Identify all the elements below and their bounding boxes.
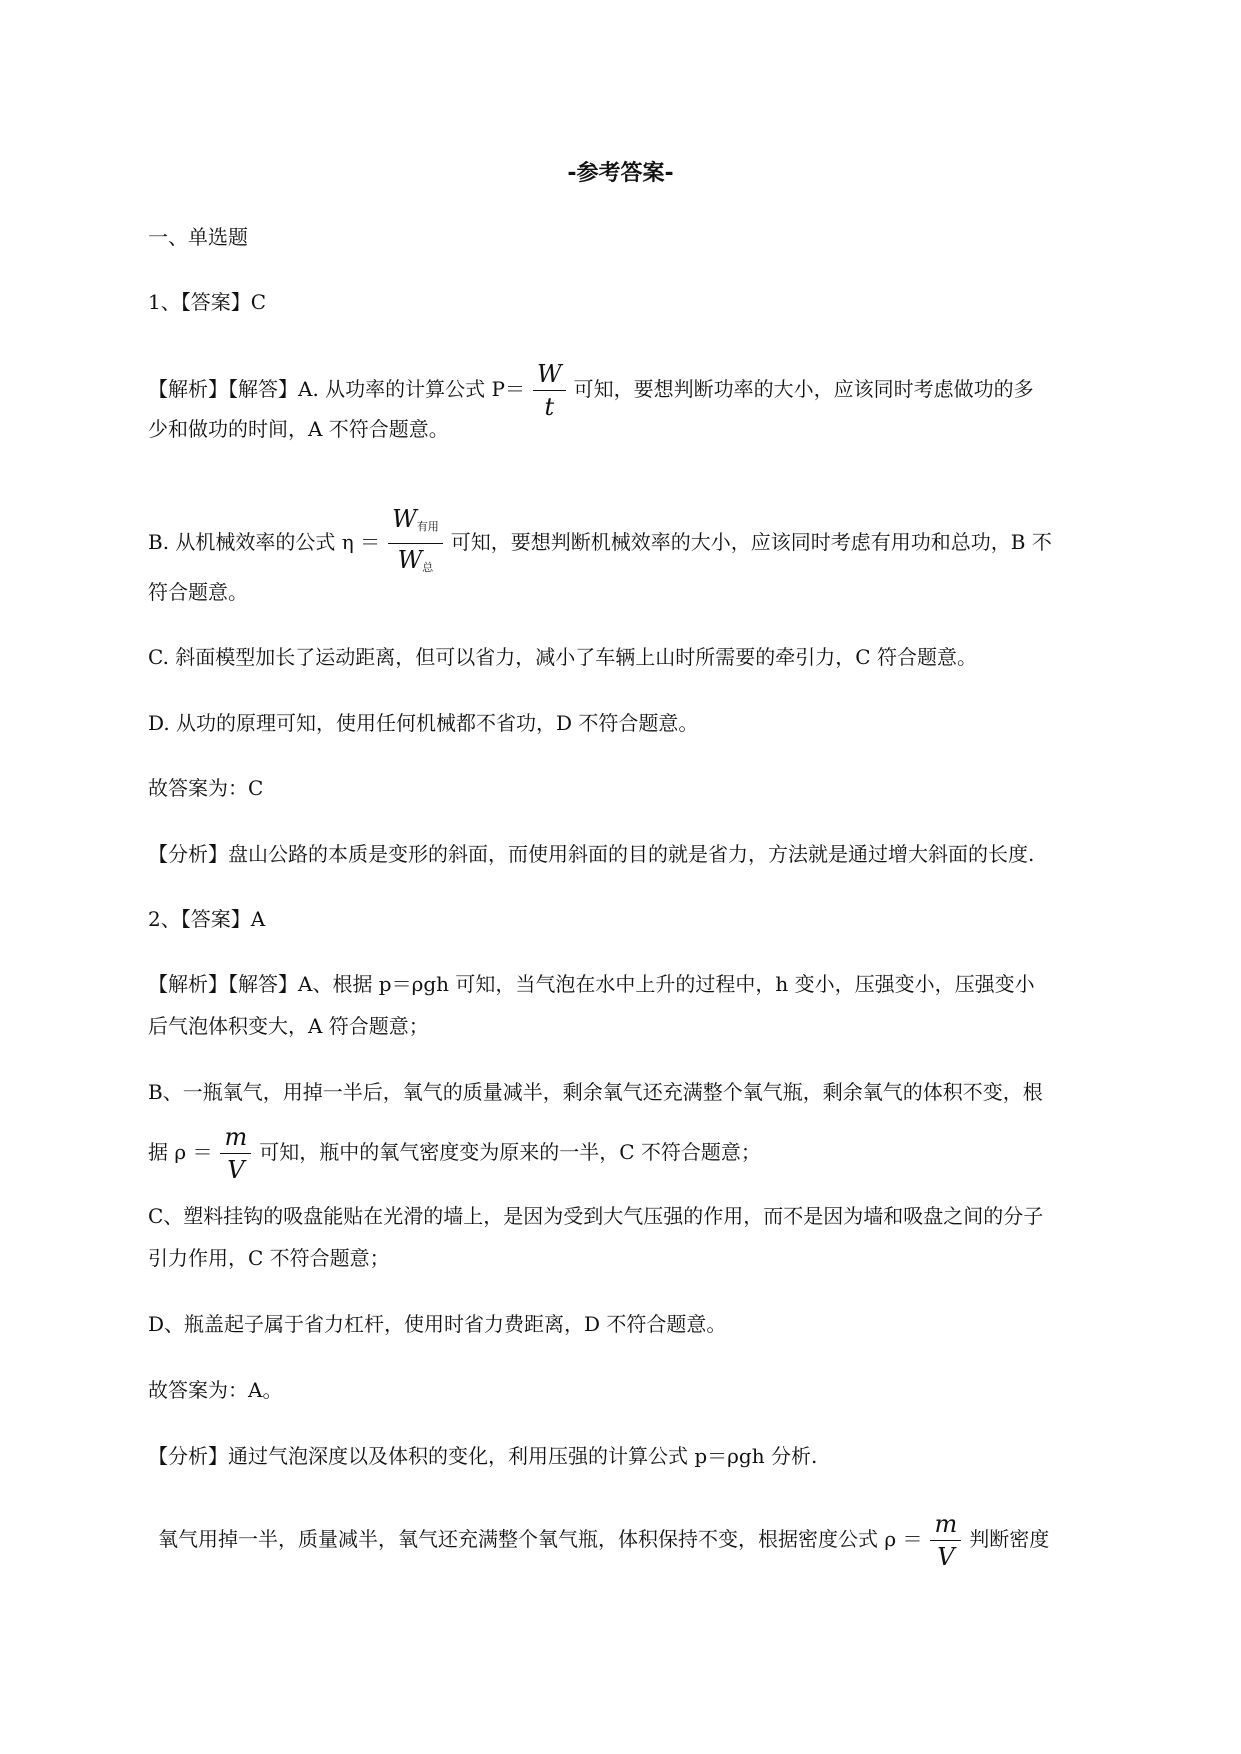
efficiency-formula-fraction (388, 505, 443, 582)
q1-explanation-b (148, 505, 1148, 582)
denominator-symbol: W (397, 546, 423, 574)
fraction-denominator: t (544, 393, 555, 421)
q2-extra-text-pre: 氧气用掉一半，质量减半，氧气还充满整个氧气瓶，体积保持不变，根据密度公式 ρ ＝ (158, 1527, 923, 1551)
q2-explanation-c: C、塑料挂钩的吸盘能贴在光滑的墙上，是因为受到大气压强的作用，而不是因为墙和吸盘之间的分子 (148, 1204, 1044, 1228)
section-title: 一、单选题 (148, 225, 248, 249)
numerator-symbol: W (392, 505, 417, 533)
fraction-numerator: W (536, 360, 562, 388)
density-formula-fraction (220, 1123, 251, 1184)
q2-explanation-a: 【解析】【解答】A、根据 p＝ρgh 可知，当气泡在水中上升的过程中，h 变小，压强变小，压强变小 (148, 972, 1035, 996)
q2-explanation-b-cont (148, 1123, 1148, 1184)
q2-explanation-b: B、一瓶氧气，用掉一半后，氧气的质量减半，剩余氧气还充满整个氧气瓶，剩余氧气的体积不变，根 (148, 1080, 1043, 1104)
q2-extra-text-post: 判断密度 (969, 1527, 1050, 1551)
numerator-subscript: 有用 (416, 520, 439, 533)
q1-conclusion: 故答案为：C (148, 776, 264, 800)
q1-b-text-pre: B. 从机械效率的公式 η ＝ (148, 530, 381, 554)
q2-explanation-a-cont: 后气泡体积变大，A 符合题意； (148, 1014, 429, 1038)
q1-answer: 1、【答案】C (148, 290, 267, 314)
density-formula-fraction (930, 1510, 961, 1571)
q1-a-text-pre: 【解析】【解答】A. 从功率的计算公式 P＝ (148, 377, 525, 401)
q1-explanation-a (148, 360, 1148, 421)
q2-b-text-post: 可知，瓶中的氧气密度变为原来的一半，C 不符合题意； (259, 1140, 761, 1164)
fraction-numerator: m (224, 1123, 248, 1151)
q1-analysis: 【分析】盘山公路的本质是变形的斜面，而使用斜面的目的就是省力，方法就是通过增大斜面的长度. (148, 842, 1035, 866)
power-formula-fraction (533, 360, 566, 421)
q1-explanation-c: C. 斜面模型加长了运动距离，但可以省力，减小了车辆上山时所需要的牵引力，C 符合题意。 (148, 645, 977, 669)
q2-conclusion: 故答案为：A。 (148, 1378, 283, 1402)
q2-answer: 2、【答案】A (148, 907, 266, 931)
q1-a-text-post: 可知，要想判断功率的大小，应该同时考虑做功的多 (573, 377, 1034, 401)
fraction-numerator (388, 505, 443, 543)
fraction-denominator: V (937, 1543, 955, 1571)
q1-explanation-d: D. 从功的原理可知，使用任何机械都不省功，D 不符合题意。 (148, 711, 699, 735)
q1-explanation-a-cont: 少和做功的时间，A 不符合题意。 (148, 417, 449, 441)
page-heading: -参考答案- (567, 161, 674, 186)
q1-explanation-b-cont: 符合题意。 (148, 580, 248, 604)
fraction-numerator: m (934, 1510, 958, 1538)
q1-b-text-post: 可知，要想判断机械效率的大小，应该同时考虑有用功和总功，B 不 (450, 530, 1052, 554)
q2-explanation-d: D、瓶盖起子属于省力杠杆，使用时省力费距离，D 不符合题意。 (148, 1312, 727, 1336)
fraction-denominator: V (227, 1156, 245, 1184)
denominator-subscript: 总 (422, 561, 434, 574)
q2-analysis: 【分析】通过气泡深度以及体积的变化，利用压强的计算公式 p＝ρgh 分析. (148, 1444, 818, 1468)
q2-analysis-extra (158, 1510, 1158, 1571)
q2-b-text-pre: 据 ρ ＝ (148, 1140, 213, 1164)
q2-explanation-c-cont: 引力作用，C 不符合题意； (148, 1246, 390, 1270)
